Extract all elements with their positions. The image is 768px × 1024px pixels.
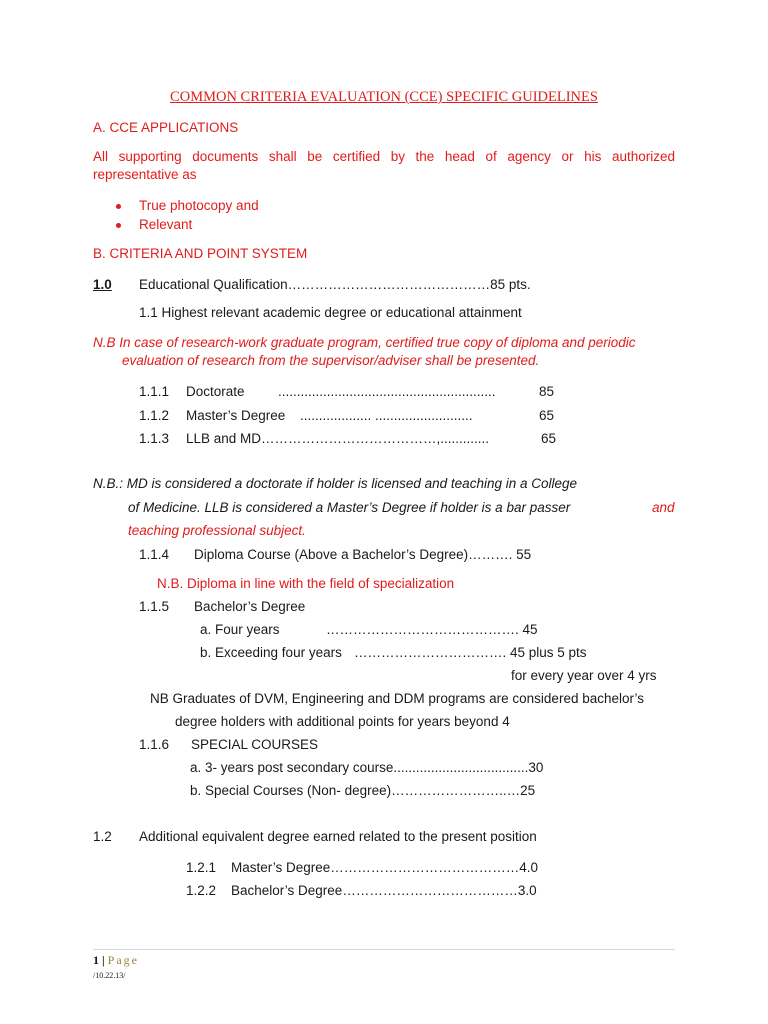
sub-exceeding-continuation: for every year over 4 yrs: [511, 668, 657, 683]
bullet-dot: [116, 204, 121, 209]
item-bachelors-degree: Bachelor’s Degree: [194, 599, 306, 614]
page-number: 1: [93, 953, 99, 967]
sub-exceeding-points: ……………………………. 45 plus 5 pts: [354, 645, 587, 660]
page-footer: [93, 953, 139, 968]
sub-non-degree: b. Special Courses (Non- degree)……………………..…25: [190, 783, 536, 798]
bullet-item-2: Relevant: [139, 217, 193, 232]
row-points: 85: [539, 384, 555, 399]
row-points: 65: [541, 431, 557, 446]
nb-graduates-line1: NB Graduates of DVM, Engineering and DDM programs are considered bachelor’s: [150, 691, 644, 706]
item-additional-degree: Additional equivalent degree earned related to the present position: [139, 829, 537, 844]
row-label: LLB and MD…………………………………,.............: [186, 431, 490, 446]
item-number: 1.1.5: [139, 599, 170, 614]
item-number: 1.0: [93, 277, 112, 292]
bullet-dot: [116, 223, 121, 228]
sub-four-years-points: ……………………………………. 45: [326, 622, 538, 637]
section-b-heading: B. CRITERIA AND POINT SYSTEM: [93, 246, 308, 261]
item-number: 1.1.4: [139, 547, 170, 562]
nb-research-line1: N.B In case of research-work graduate program, certified true copy of diploma and periodic: [93, 335, 636, 350]
row-number: 1.2.2: [186, 883, 217, 898]
item-diploma-course: Diploma Course (Above a Bachelor’s Degree)………. 55: [194, 547, 532, 562]
row-masters-degree: Master’s Degree……………………………………4.0: [231, 860, 539, 875]
nb-md-line1: N.B.: MD is considered a doctorate if holder is licensed and teaching in a College: [93, 476, 578, 491]
footer-code: /10.22.13/: [93, 971, 126, 980]
footer-divider: [93, 949, 675, 950]
document-title: COMMON CRITERIA EVALUATION (CCE) SPECIFIC GUIDELINES: [170, 89, 598, 105]
item-special-courses: SPECIAL COURSES: [191, 737, 319, 752]
sub-exceeding-label: b. Exceeding four years: [200, 645, 342, 660]
sub-post-secondary: a. 3- years post secondary course....................................30: [190, 760, 544, 775]
nb-md-line3: teaching professional subject.: [128, 523, 306, 538]
item-number: 1.1.6: [139, 737, 170, 752]
row-leader: ................... ..........................: [300, 408, 473, 423]
item-educational-qualification: Educational Qualification………………………………………85 pts.: [139, 277, 531, 292]
item-1-1: 1.1 Highest relevant academic degree or educational attainment: [139, 305, 522, 320]
page-separator: |: [102, 953, 105, 967]
row-leader: ..........................................................: [278, 384, 496, 399]
nb-research-line2: evaluation of research from the supervisor/adviser shall be presented.: [122, 353, 540, 368]
section-a-paragraph-line1: All supporting documents shall be certified by the head of agency or his authorized: [93, 149, 675, 164]
row-number: 1.1.2: [139, 408, 170, 423]
row-number: 1.1.1: [139, 384, 170, 399]
nb-diploma: N.B. Diploma in line with the field of specialization: [157, 576, 455, 591]
nb-graduates-line2: degree holders with additional points for years beyond 4: [175, 714, 510, 729]
row-label: Doctorate: [186, 384, 245, 399]
nb-md-line2-and: and: [652, 500, 675, 515]
bullet-item-1: True photocopy and: [139, 198, 259, 213]
section-a-heading: A. CCE APPLICATIONS: [93, 120, 239, 135]
row-label: Master’s Degree: [186, 408, 286, 423]
sub-four-years-label: a. Four years: [200, 622, 280, 637]
row-points: 65: [539, 408, 555, 423]
page-label: Page: [107, 953, 139, 967]
row-bachelors-degree: Bachelor’s Degree…………………………………3.0: [231, 883, 537, 898]
row-number: 1.1.3: [139, 431, 170, 446]
section-a-paragraph-line2: representative as: [93, 167, 197, 182]
item-number: 1.2: [93, 829, 112, 844]
nb-md-line2: of Medicine. LLB is considered a Master’s Degree if holder is a bar passer: [128, 500, 571, 515]
row-number: 1.2.1: [186, 860, 217, 875]
